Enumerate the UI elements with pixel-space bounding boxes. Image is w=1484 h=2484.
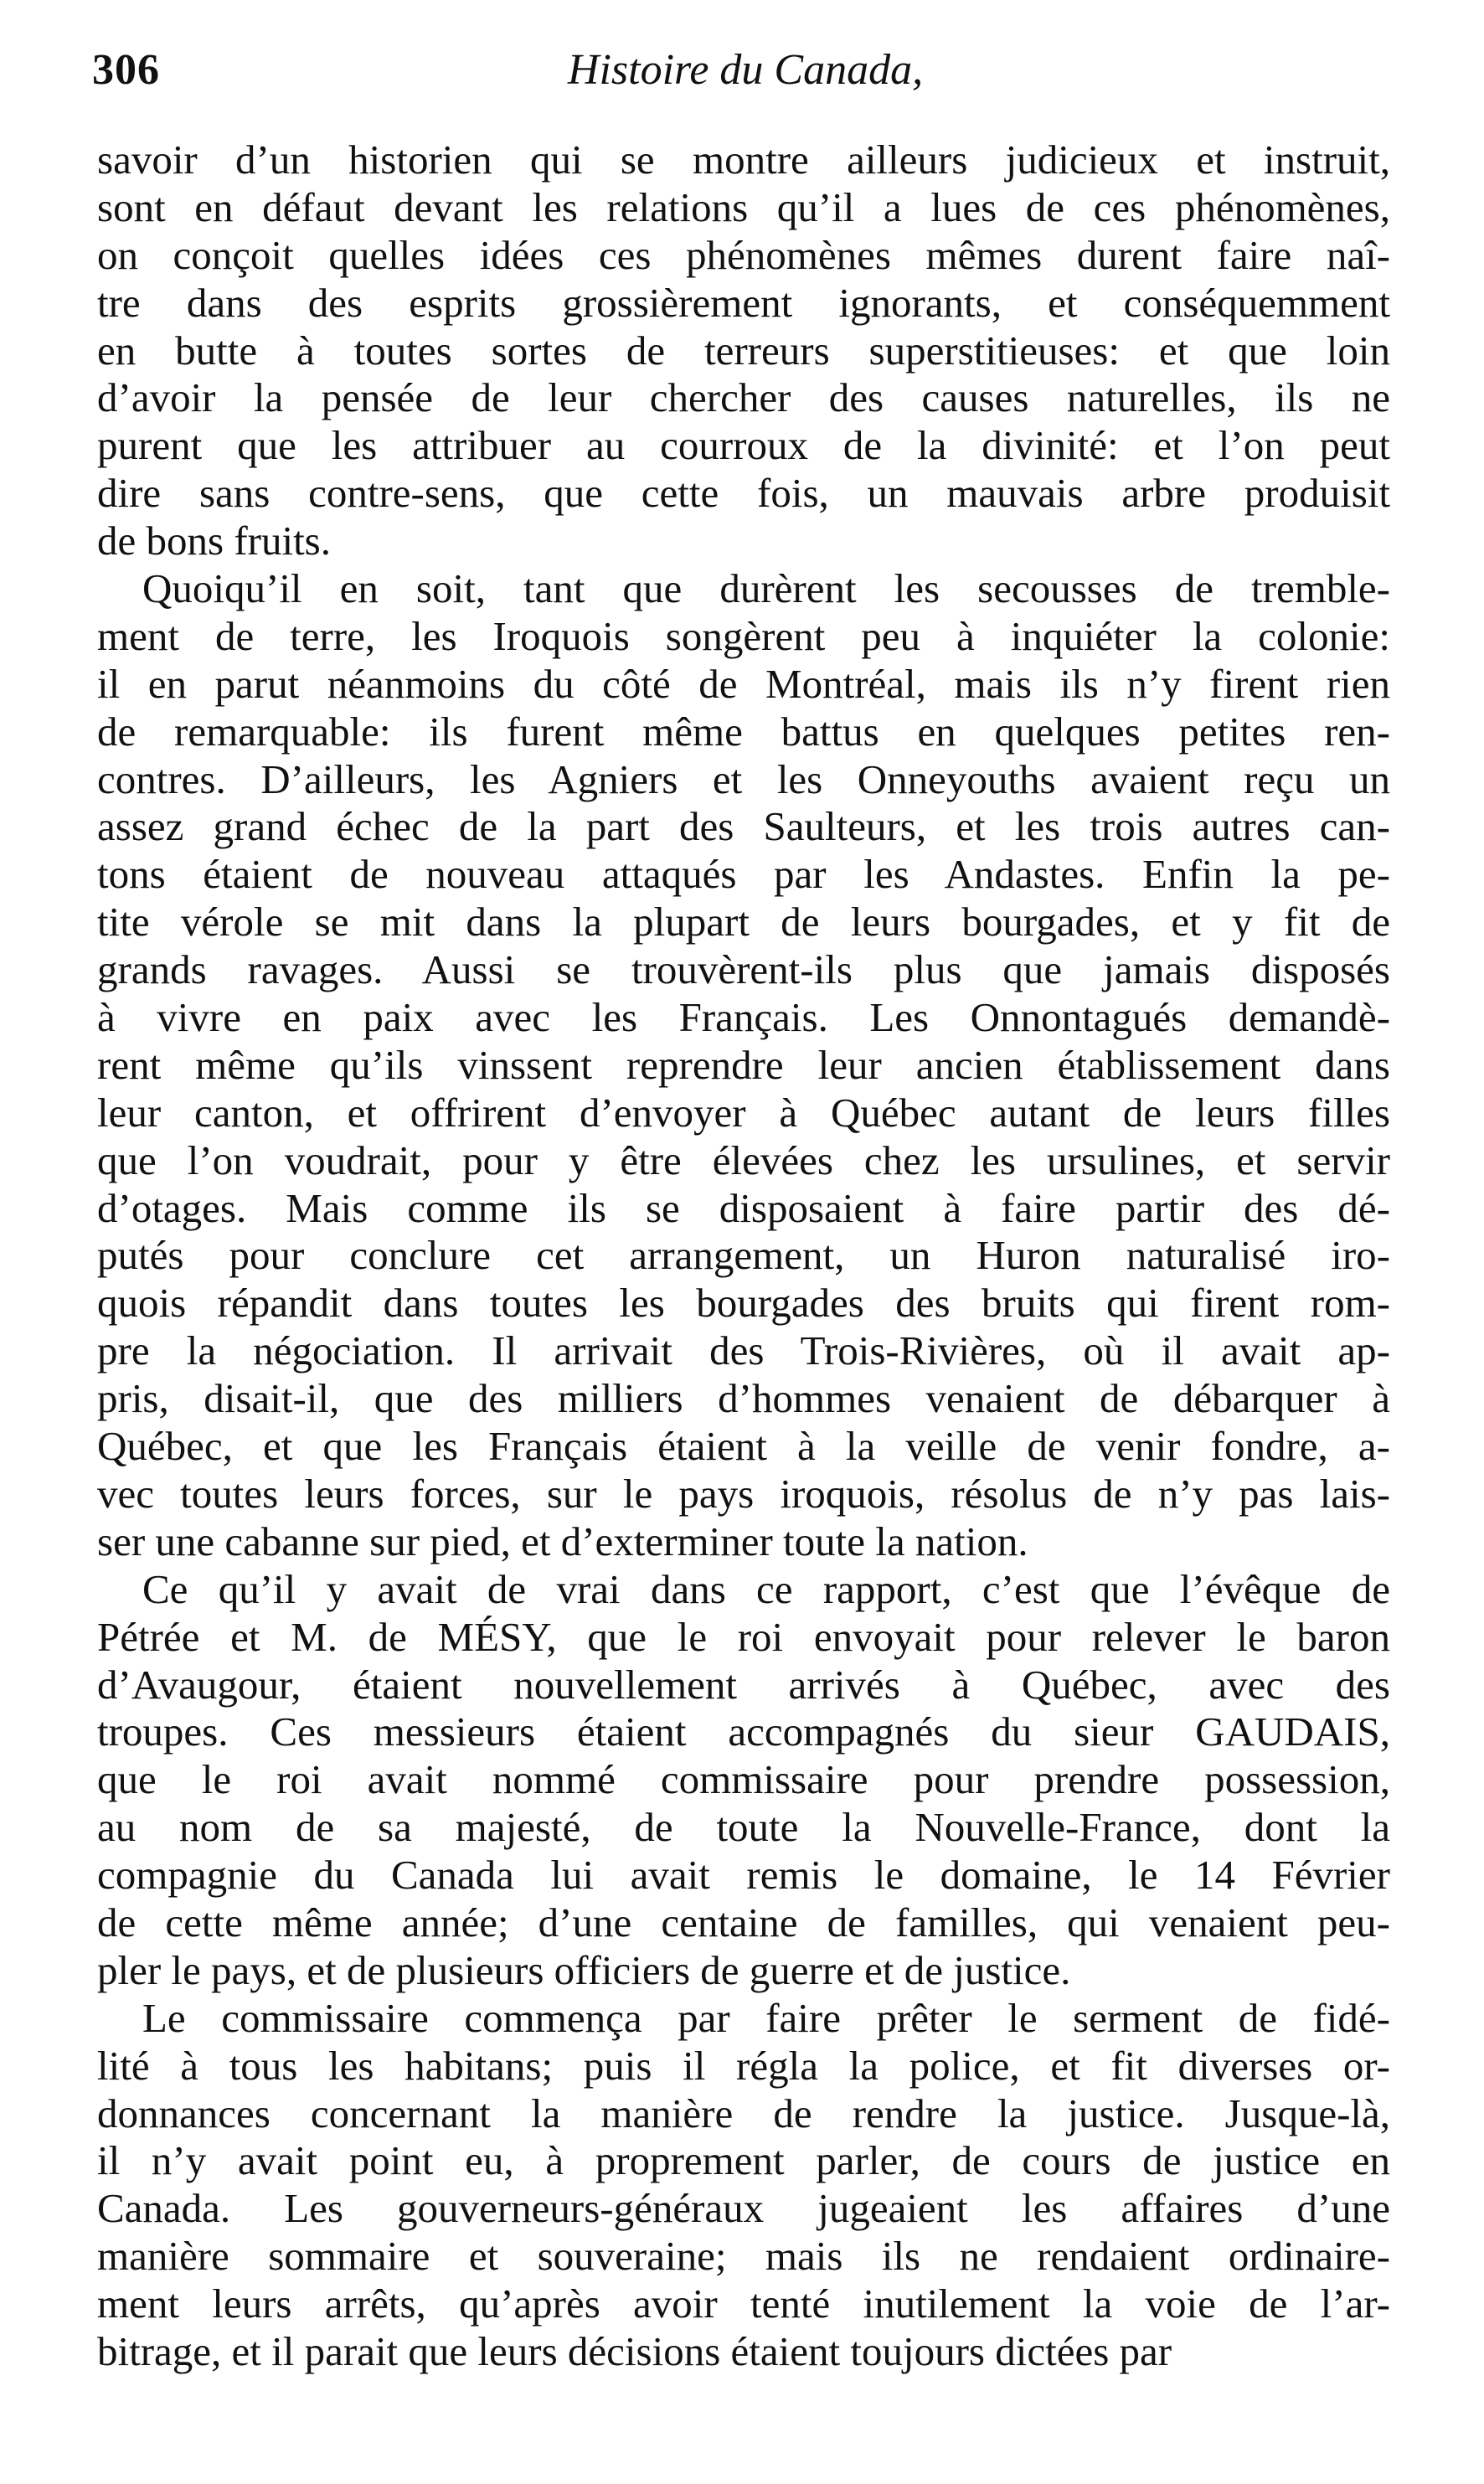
text-line: contres. D’ailleurs, les Agniers et les Onneyouths avaient reçu un: [97, 755, 1390, 802]
text-line: tite vérole se mit dans la plupart de leurs bourgades, et y fit de: [97, 899, 1390, 946]
paragraph: [97, 565, 1390, 1566]
text-line: Ce qu’il y avait de vrai dans ce rapport, c’est que l’évêque de: [142, 1565, 1390, 1612]
text-line: tons étaient de nouveau attaqués par les Andastes. Enfin la pe-: [97, 851, 1390, 898]
text-line: quois répandit dans toutes les bourgades des bruits qui firent rom-: [97, 1280, 1390, 1327]
text-line: vec toutes leurs forces, sur le pays iroquois, résolus de n’y pas lais-: [97, 1470, 1390, 1517]
text-line: leur canton, et offrirent d’envoyer à Québec autant de leurs filles: [97, 1089, 1390, 1136]
text-line: donnances concernant la manière de rendre la justice. Jusque-là,: [97, 2090, 1390, 2136]
text-line: putés pour conclure cet arrangement, un Huron naturalisé iro-: [97, 1232, 1390, 1279]
text-line: il en parut néanmoins du côté de Montréal, mais ils n’y firent rien: [97, 660, 1390, 707]
text-line: lité à tous les habitans; puis il régla la police, et fit diverses or-: [97, 2042, 1390, 2089]
text-line: on conçoit quelles idées ces phénomènes mêmes durent faire naî-: [97, 231, 1390, 278]
text-line: assez grand échec de la part des Saulteurs, et les trois autres can-: [97, 803, 1390, 850]
text-line: manière sommaire et souveraine; mais ils ne rendaient ordinaire-: [97, 2233, 1390, 2280]
text-line: Pétrée et M. de MÉSY, que le roi envoyait pour relever le baron: [97, 1613, 1390, 1660]
text-line: ser une cabanne sur pied, et d’exterminer toute la nation.: [97, 1518, 1028, 1564]
text-line: ment de terre, les Iroquois songèrent peu à inquiéter la colonie:: [97, 612, 1390, 659]
text-line: savoir d’un historien qui se montre ailleurs judicieux et instruit,: [97, 137, 1390, 183]
text-line: Canada. Les gouverneurs-généraux jugeaient les affaires d’une: [97, 2185, 1390, 2232]
text-line: de cette même année; d’une centaine de familles, qui venaient peu-: [97, 1899, 1390, 1945]
text-line: tre dans des esprits grossièrement ignorants, et conséquemment: [97, 279, 1390, 326]
text-line: rent même qu’ils vinssent reprendre leur ancien établissement dans: [97, 1041, 1390, 1088]
text-line: Québec, et que les Français étaient à la veille de venir fondre, a-: [97, 1423, 1390, 1470]
text-line: Quoiqu’il en soit, tant que durèrent les secousses de tremble-: [142, 565, 1390, 612]
text-line: à vivre en paix avec les Français. Les Onnontagués demandè-: [97, 994, 1390, 1041]
running-title: Histoire du Canada,: [567, 46, 924, 94]
page-header: [92, 45, 1399, 112]
page-number: 306: [92, 46, 160, 94]
text-line: troupes. Ces messieurs étaient accompagnés du sieur GAUDAIS,: [97, 1708, 1390, 1755]
text-line: en butte à toutes sortes de terreurs superstitieuses: et que loin: [97, 327, 1390, 374]
text-line: ment leurs arrêts, qu’après avoir tenté inutilement la voie de l’ar-: [97, 2280, 1390, 2327]
text-line: purent que les attribuer au courroux de la divinité: et l’on peut: [97, 422, 1390, 469]
text-line: pler le pays, et de plusieurs officiers de guerre et de justice.: [97, 1946, 1071, 1993]
text-line: d’otages. Mais comme ils se disposaient à faire partir des dé-: [97, 1184, 1390, 1231]
text-line: d’Avaugour, étaient nouvellement arrivés à Québec, avec des: [97, 1661, 1390, 1708]
text-line: grands ravages. Aussi se trouvèrent-ils plus que jamais disposés: [97, 946, 1390, 993]
paragraph: [97, 1995, 1390, 2376]
text-line: pre la négociation. Il arrivait des Trois-Rivières, où il avait ap-: [97, 1327, 1390, 1374]
paragraph: [97, 137, 1390, 565]
body-text: [97, 137, 1390, 2376]
paragraph: [97, 1566, 1390, 1995]
text-line: que le roi avait nommé commissaire pour prendre possession,: [97, 1756, 1390, 1803]
text-line: d’avoir la pensée de leur chercher des causes naturelles, ils ne: [97, 374, 1390, 421]
text-line: Le commissaire commença par faire prêter le serment de fidé-: [142, 1994, 1390, 2041]
text-line: dire sans contre-sens, que cette fois, un mauvais arbre produisit: [97, 470, 1390, 517]
text-line: compagnie du Canada lui avait remis le domaine, le 14 Février: [97, 1852, 1390, 1899]
text-line: que l’on voudrait, pour y être élevées chez les ursulines, et servir: [97, 1136, 1390, 1183]
text-line: bitrage, et il parait que leurs décisions étaient toujours dictées par: [97, 2327, 1172, 2374]
text-line: pris, disait-il, que des milliers d’hommes venaient de débarquer à: [97, 1375, 1390, 1422]
text-line: de bons fruits.: [97, 518, 331, 564]
text-line: sont en défaut devant les relations qu’il a lues de ces phénomènes,: [97, 183, 1390, 230]
text-line: de remarquable: ils furent même battus en quelques petites ren-: [97, 708, 1390, 755]
text-line: au nom de sa majesté, de toute la Nouvelle-France, dont la: [97, 1804, 1390, 1851]
text-line: il n’y avait point eu, à proprement parler, de cours de justice en: [97, 2137, 1390, 2184]
